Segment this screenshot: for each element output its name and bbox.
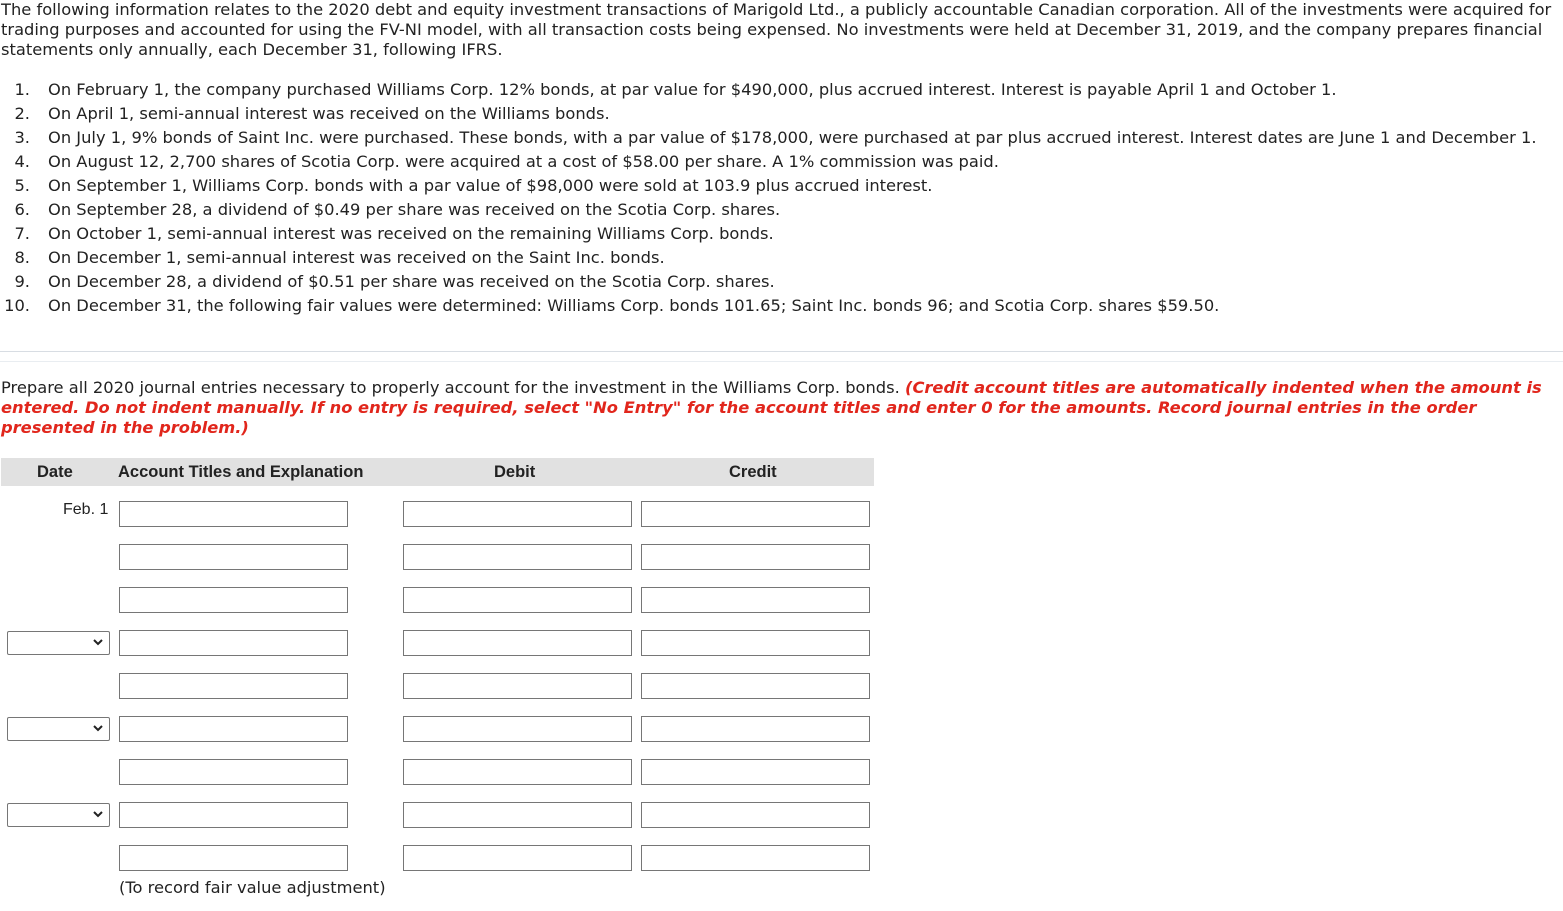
transaction-item bbox=[0, 176, 1563, 196]
transaction-text: On February 1, the company purchased Williams Corp. 12% bonds, at par value for $490,000, plus accrued interest. Interest is payable April 1 and October 1. bbox=[48, 80, 1337, 99]
debit-input[interactable] bbox=[403, 716, 632, 742]
transaction-item bbox=[0, 272, 1563, 292]
transaction-number: 9. bbox=[14, 272, 30, 291]
account-input[interactable] bbox=[119, 587, 348, 613]
debit-input[interactable] bbox=[403, 673, 632, 699]
credit-column-header: Credit bbox=[729, 463, 777, 481]
transaction-number: 4. bbox=[14, 152, 30, 171]
transaction-text: On September 1, Williams Corp. bonds with a par value of $98,000 were sold at 103.9 plus accrued interest. bbox=[48, 176, 933, 195]
transaction-item bbox=[0, 104, 1563, 124]
account-input[interactable] bbox=[119, 544, 348, 570]
credit-input[interactable] bbox=[641, 759, 870, 785]
transaction-item bbox=[0, 152, 1563, 172]
account-input[interactable] bbox=[119, 673, 348, 699]
transaction-item bbox=[0, 200, 1563, 220]
debit-input[interactable] bbox=[403, 802, 632, 828]
credit-input[interactable] bbox=[641, 845, 870, 871]
transaction-item bbox=[0, 80, 1563, 100]
account-input[interactable] bbox=[119, 630, 348, 656]
transaction-item bbox=[0, 248, 1563, 268]
chevron-down-icon bbox=[92, 722, 104, 734]
transaction-text: On December 28, a dividend of $0.51 per share was received on the Scotia Corp. shares. bbox=[48, 272, 775, 291]
account-input[interactable] bbox=[119, 802, 348, 828]
date-column-header: Date bbox=[37, 463, 73, 481]
divider bbox=[0, 351, 1563, 352]
credit-input[interactable] bbox=[641, 544, 870, 570]
transaction-item bbox=[0, 296, 1563, 316]
instructions-note: (Credit account titles are automatically indented when the amount is entered. Do not indent manually. If no entry is required, select "No Entry" for the account titles and enter 0 for the amounts. Record journal entries in the order presented in the problem.) bbox=[1, 378, 1542, 437]
debit-input[interactable] bbox=[403, 587, 632, 613]
account-column-header: Account Titles and Explanation bbox=[118, 463, 364, 481]
chevron-down-icon bbox=[92, 636, 104, 648]
instructions-text: Prepare all 2020 journal entries necessary to properly account for the investment in the Williams Corp. bonds. bbox=[1, 378, 900, 397]
transaction-number: 1. bbox=[14, 80, 30, 99]
transaction-text: On September 28, a dividend of $0.49 per share was received on the Scotia Corp. shares. bbox=[48, 200, 781, 219]
transaction-number: 8. bbox=[14, 248, 30, 267]
debit-input[interactable] bbox=[403, 630, 632, 656]
account-input[interactable] bbox=[119, 716, 348, 742]
transaction-number: 3. bbox=[14, 128, 30, 147]
transaction-item bbox=[0, 224, 1563, 244]
transaction-text: On December 1, semi-annual interest was received on the Saint Inc. bonds. bbox=[48, 248, 665, 267]
entry-date: Feb. 1 bbox=[63, 501, 109, 518]
transaction-text: On July 1, 9% bonds of Saint Inc. were purchased. These bonds, with a par value of $178,000, were purchased at par plus accrued interest. Interest dates are June 1 and December 1. bbox=[48, 128, 1537, 147]
transaction-number: 2. bbox=[14, 104, 30, 123]
debit-input[interactable] bbox=[403, 501, 632, 527]
transaction-number: 10. bbox=[4, 296, 30, 315]
credit-input[interactable] bbox=[641, 673, 870, 699]
journal-header bbox=[1, 458, 874, 486]
problem-intro: The following information relates to the 2020 debt and equity investment transactions of Marigold Ltd., a publicly accountable Canadian corporation. All of the investments were acquired for trading purposes and accounted for using the FV-NI model, with all transaction costs being expensed. No investments were held at December 31, 2019, and the company prepares financial statements only annually, each December 31, following IFRS. bbox=[1, 0, 1552, 59]
entry-explanation: (To record fair value adjustment) bbox=[119, 878, 386, 897]
transaction-number: 7. bbox=[14, 224, 30, 243]
divider bbox=[0, 361, 1563, 362]
chevron-down-icon bbox=[92, 808, 104, 820]
transaction-number: 6. bbox=[14, 200, 30, 219]
credit-input[interactable] bbox=[641, 630, 870, 656]
debit-input[interactable] bbox=[403, 759, 632, 785]
transaction-item bbox=[0, 128, 1563, 148]
credit-input[interactable] bbox=[641, 716, 870, 742]
transaction-list bbox=[0, 80, 1563, 320]
credit-input[interactable] bbox=[641, 587, 870, 613]
date-select[interactable] bbox=[7, 717, 110, 741]
transaction-text: On April 1, semi-annual interest was received on the Williams bonds. bbox=[48, 104, 610, 123]
transaction-text: On October 1, semi-annual interest was received on the remaining Williams Corp. bonds. bbox=[48, 224, 774, 243]
account-input[interactable] bbox=[119, 845, 348, 871]
transaction-number: 5. bbox=[14, 176, 30, 195]
transaction-text: On August 12, 2,700 shares of Scotia Corp. were acquired at a cost of $58.00 per share. A 1% commission was paid. bbox=[48, 152, 999, 171]
instructions bbox=[1, 378, 1563, 438]
credit-input[interactable] bbox=[641, 802, 870, 828]
date-select[interactable] bbox=[7, 631, 110, 655]
transaction-text: On December 31, the following fair values were determined: Williams Corp. bonds 101.65; Saint Inc. bonds 96; and Scotia Corp. shares $59.50. bbox=[48, 296, 1220, 315]
debit-input[interactable] bbox=[403, 845, 632, 871]
credit-input[interactable] bbox=[641, 501, 870, 527]
account-input[interactable] bbox=[119, 759, 348, 785]
account-input[interactable] bbox=[119, 501, 348, 527]
date-select[interactable] bbox=[7, 803, 110, 827]
debit-input[interactable] bbox=[403, 544, 632, 570]
debit-column-header: Debit bbox=[494, 463, 536, 481]
